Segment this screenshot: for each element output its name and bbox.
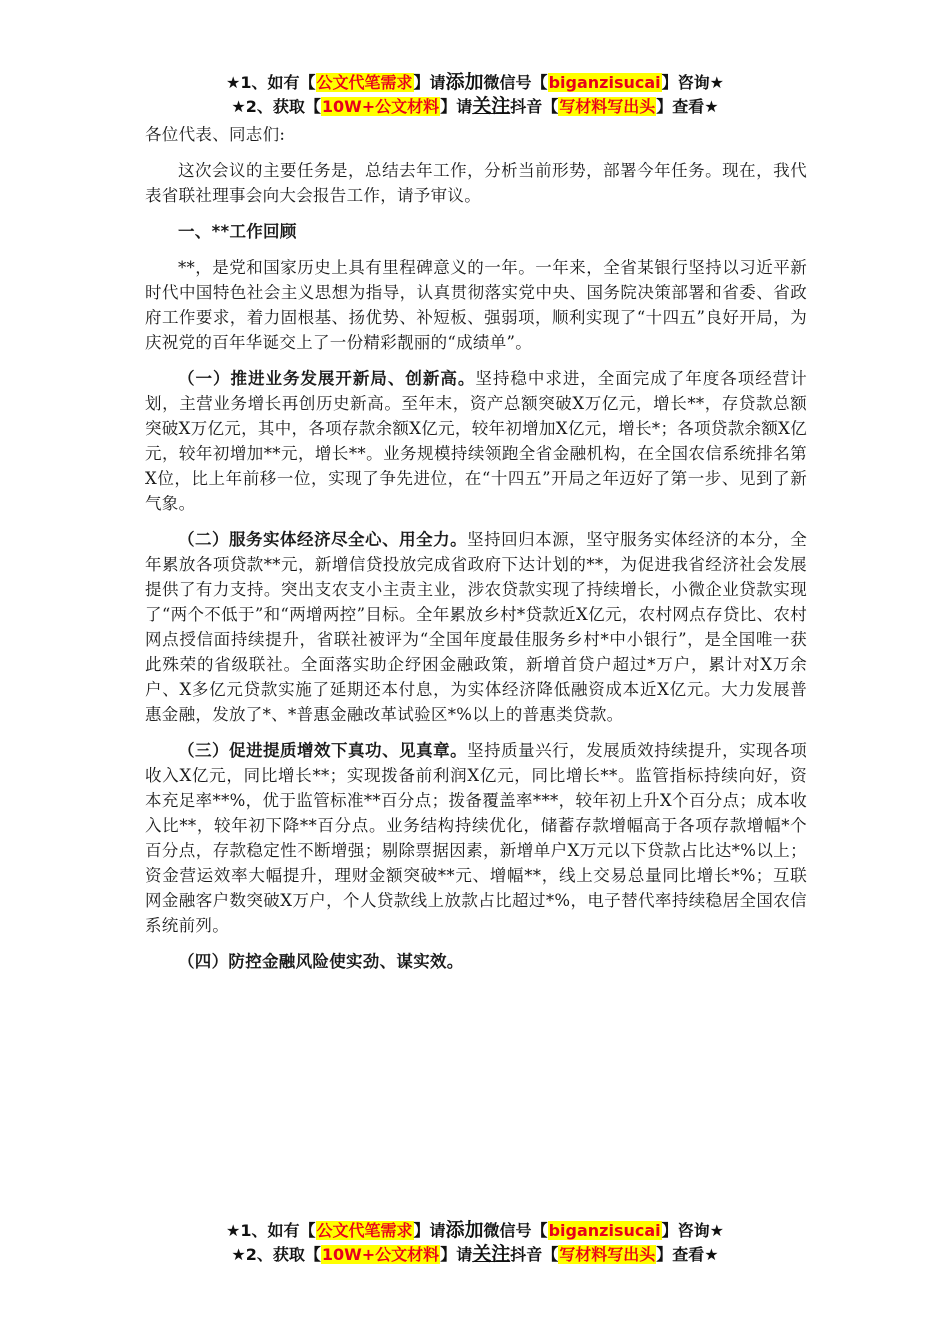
document-body: [145, 122, 807, 974]
banner-line-2: [0, 1242, 950, 1266]
header-banner: [0, 70, 950, 118]
banner-text: 】请: [440, 1245, 473, 1264]
banner-text: 抖音【: [510, 1245, 559, 1264]
item-paragraph-3: [145, 738, 807, 938]
greeting: 各位代表、同志们:: [145, 125, 286, 144]
banner-text: 】咨询★: [661, 73, 724, 92]
banner-text: 抖音【: [510, 97, 559, 116]
highlight-materials: 10W+公文材料: [321, 1245, 440, 1264]
banner-line-1: [0, 1218, 950, 1242]
banner-text: 】请: [413, 1221, 446, 1240]
banner-line-1: [0, 70, 950, 94]
banner-emphasis: 关注: [472, 1243, 511, 1265]
highlight-materials: 10W+公文材料: [321, 97, 440, 116]
item-body-3: 坚持质量兴行，发展质效持续提升，实现各项收入X亿元，同比增长**；实现拨备前利润X亿元，同比增长**。监管指标持续向好，资本充足率**%，优于监管标准**百分点；拨备覆盖率***，较年初上升X个百分点；成本收入比**，较年初下降**百分点。业务结构持续优化，储蓄存款增幅高于各项存款增幅*个百分点，存款稳定性不断增强；剔除票据因素，新增单户X万元以下贷款占比达*%以上；资金营运效率大幅提升，理财金额突破**元、增幅**，线上交易总量同比增长*%；互联网金融客户数突破X万户，个人贷款线上放款占比超过*%，电子替代率持续稳居全国农信系统前列。: [145, 741, 807, 935]
item-heading-3: （三）促进提质增效下真功、见真章。: [178, 741, 468, 760]
footer-banner: [0, 1218, 950, 1266]
banner-text: 】请: [440, 97, 473, 116]
intro-paragraph: 这次会议的主要任务是，总结去年工作，分析当前形势，部署今年任务。现在，我代表省联社理事会向大会报告工作，请予审议。: [145, 161, 807, 205]
banner-text: 】查看★: [656, 1245, 719, 1264]
item-paragraph-1: [145, 366, 807, 516]
banner-text: ★2、获取【: [231, 97, 321, 116]
highlight-wechat-id: biganzisucai: [548, 1221, 661, 1240]
banner-line-2: [0, 94, 950, 118]
banner-text: 】查看★: [656, 97, 719, 116]
banner-emphasis: 关注: [472, 95, 511, 117]
highlight-douyin-account: 写材料写出头: [559, 1245, 656, 1264]
banner-emphasis: 添加: [445, 1219, 484, 1241]
item-heading-1: （一）推进业务发展开新局、创新高。: [178, 369, 476, 388]
highlight-service: 公文代笔需求: [316, 1221, 413, 1240]
banner-text: 微信号【: [483, 1221, 548, 1240]
overview-paragraph: **，是党和国家历史上具有里程碑意义的一年。一年来，全省某银行坚持以习近平新时代中国特色社会主义思想为指导，认真贯彻落实党中央、国务院决策部署和省委、省政府工作要求，着力固根基、扬优势、补短板、强弱项，顺利实现了“十四五”良好开局，为庆祝党的百年华诞交上了一份精彩靓丽的“成绩单”。: [145, 258, 807, 352]
section-heading: 一、**工作回顾: [178, 222, 297, 241]
banner-text: 】请: [413, 73, 446, 92]
banner-text: ★1、如有【: [226, 1221, 316, 1240]
item-body-2: 坚持回归本源，坚守服务实体经济的本分，全年累放各项贷款**元，新增信贷投放完成省政府下达计划的**，为促进我省经济社会发展提供了有力支持。突出支农支小主责主业，涉农贷款实现了持续增长，小微企业贷款实现了“两个不低于”和“两增两控”目标。全年累放乡村*贷款近X亿元，农村网点存贷比、农村网点授信面持续提升，省联社被评为“全国年度最佳服务乡村*中小银行”，是全国唯一获此殊荣的省级联社。全面落实助企纾困金融政策，新增首贷户超过*万户，累计对X万余户、X多亿元贷款实施了延期还本付息，为实体经济降低融资成本近X亿元。大力发展普惠金融，发放了*、*普惠金融改革试验区*%以上的普惠类贷款。: [145, 530, 807, 724]
banner-text: ★1、如有【: [226, 73, 316, 92]
item-body-1: 坚持稳中求进，全面完成了年度各项经营计划，主营业务增长再创历史新高。至年末，资产总额突破X万亿元，增长**，存贷款总额突破X万亿元，其中，各项存款余额X亿元，较年初增加X亿元，增长*；各项贷款余额X亿元，较年初增加**元，增长**。业务规模持续领跑全省金融机构，在全国农信系统排名第X位，比上年前移一位，实现了争先进位，在“十四五”开局之年迈好了第一步、见到了新气象。: [145, 369, 807, 513]
highlight-wechat-id: biganzisucai: [548, 73, 661, 92]
banner-text: 微信号【: [483, 73, 548, 92]
item-heading-2: （二）服务实体经济尽全心、用全力。: [178, 530, 468, 549]
banner-emphasis: 添加: [445, 71, 484, 93]
item-paragraph-2: [145, 527, 807, 727]
item-heading-4: （四）防控金融风险使实劲、谋实效。: [178, 952, 464, 971]
highlight-service: 公文代笔需求: [316, 73, 413, 92]
highlight-douyin-account: 写材料写出头: [559, 97, 656, 116]
banner-text: ★2、获取【: [231, 1245, 321, 1264]
banner-text: 】咨询★: [661, 1221, 724, 1240]
